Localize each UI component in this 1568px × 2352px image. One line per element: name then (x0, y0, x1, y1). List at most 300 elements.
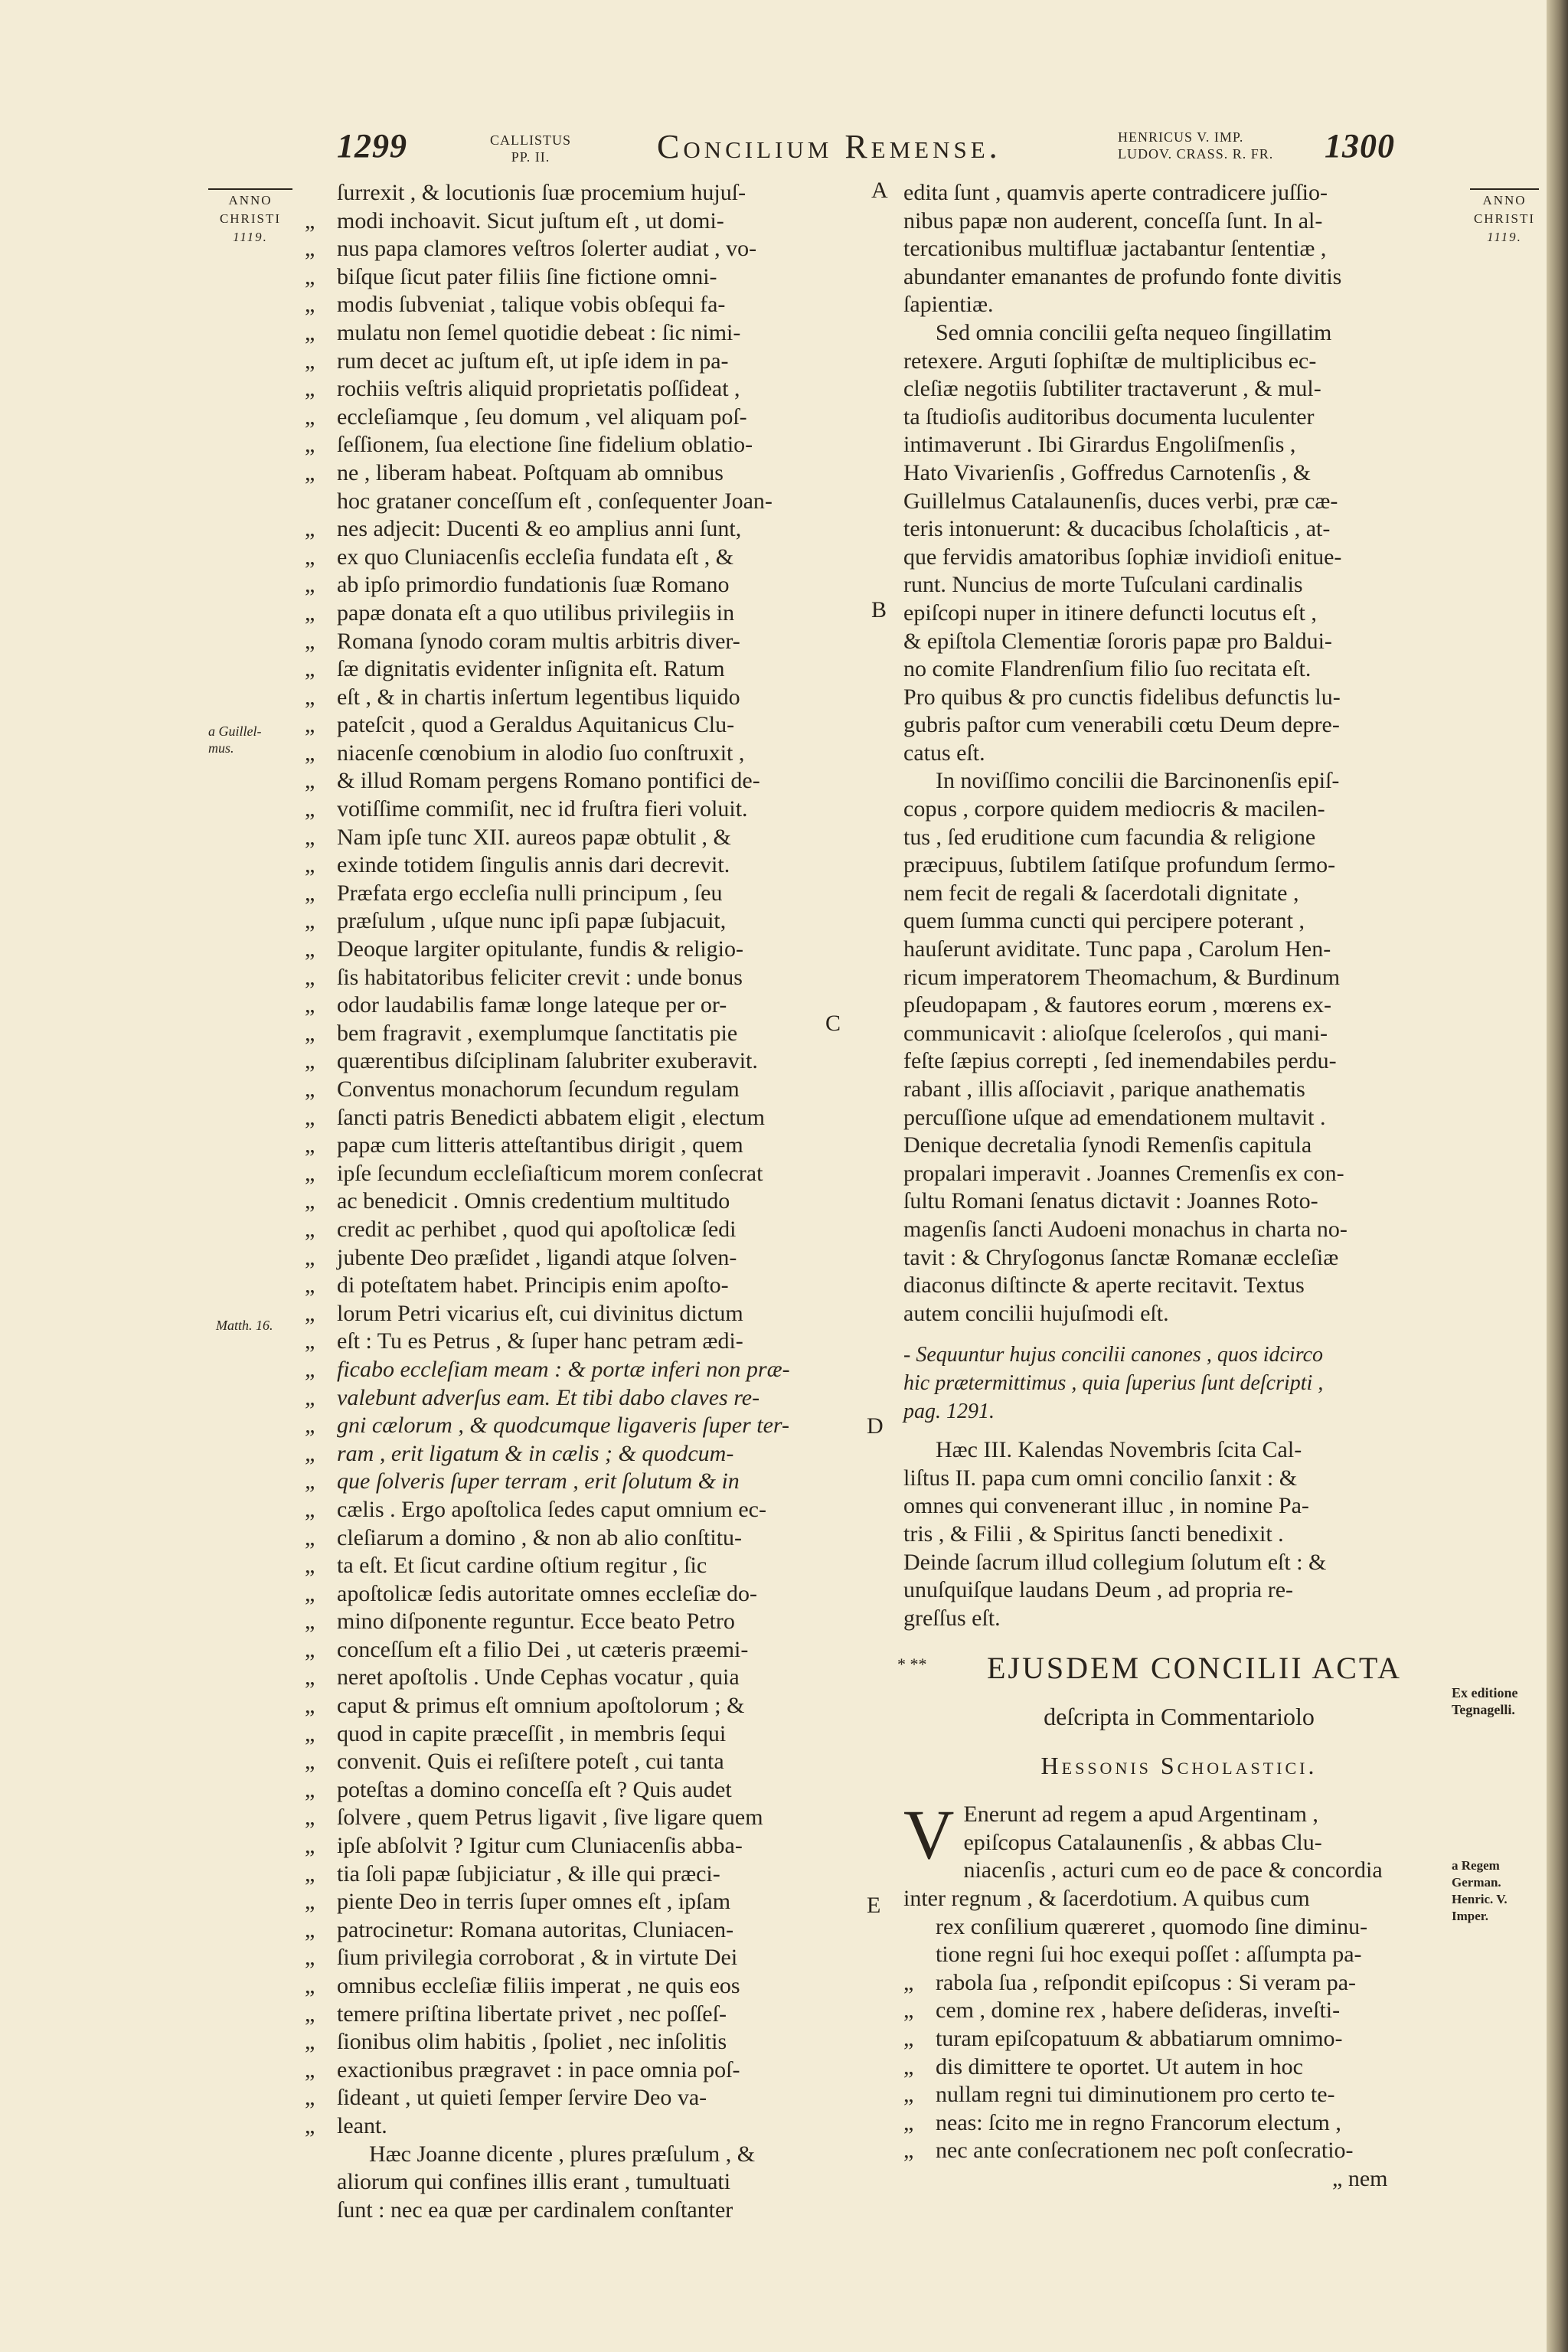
quote-mark: „ (305, 1524, 315, 1550)
line-text: ipſe abſolvit ? Igitur cum Cluniacenſis abba- (337, 1833, 743, 1859)
line-text: lorum Petri vicarius eſt, cui divinitus dictum (337, 1300, 743, 1326)
line-text: leant. (337, 2112, 387, 2138)
quote-mark: „ (305, 992, 315, 1018)
line-text: tia ſoli papæ ſubjiciatur , & ille qui præci- (337, 1860, 720, 1886)
quote-mark: „ (305, 1720, 315, 1746)
line-text: pſeudopapam , & fautores eorum , mœrens ex- (903, 992, 1331, 1018)
quote-mark: „ (305, 1973, 315, 1998)
text-line (903, 1801, 1455, 1829)
line-text: unuſquiſque laudans Deum , ad propria re- (903, 1577, 1294, 1603)
text-line (903, 599, 1455, 628)
text-line (305, 459, 856, 488)
text-line (903, 628, 1455, 656)
line-text: nibus papæ non auderent, conceſſa ſunt. In al- (903, 207, 1323, 234)
line-text: præcipuus, ſubtilem ſatiſque profundum ſermo- (903, 852, 1336, 878)
section-subtitle: deſcripta in Commentariolo (1044, 1703, 1315, 1731)
text-line (305, 571, 856, 599)
text-line (903, 964, 1455, 992)
text-line (305, 1272, 856, 1300)
text-line (903, 2053, 1455, 2082)
line-text: tus , ſed eruditione cum facundia & religione (903, 824, 1316, 850)
anno-label: ANNO (228, 193, 273, 207)
quote-mark: „ (305, 459, 315, 485)
text-line (305, 655, 856, 684)
margin-note-edition (1452, 1684, 1518, 1718)
text-line (903, 1370, 1455, 1398)
line-text: cleſiarum a domino , & non ab alio conſtitu- (337, 1524, 743, 1550)
section-title: EJUSDEM CONCILII ACTA (986, 1651, 1403, 1686)
text-line (903, 179, 1455, 207)
text-line (305, 1972, 856, 2001)
line-text: Deinde ſacrum illud collegium ſolutum eſt : & (903, 1549, 1327, 1575)
line-text: Sed omnia concilii geſta nequeo ſingillatim (936, 319, 1332, 345)
line-text: pateſcit , quod a Geraldus Aquitanicus Clu- (337, 712, 735, 738)
quote-mark: „ (305, 599, 315, 626)
section-letter-d: D (867, 1413, 884, 1439)
text-line (305, 544, 856, 572)
line-text: ſurrexit , & locutionis ſuæ procemium hujuſ- (337, 180, 746, 205)
line-text: niacenſis , acturi cum eo de pace & concordia (963, 1857, 1383, 1883)
line-text: caput & primus eſt omnium apoſtolorum ; & (337, 1693, 745, 1719)
text-line (903, 1020, 1455, 1048)
line-text: epiſcopi nuper in itinere defuncti locutus eſt , (903, 599, 1317, 626)
line-text: ſultu Romani ſenatus dictavit : Joannes Roto- (903, 1188, 1318, 1214)
line-text: no comite Flandrenſium filio ſuo recitata eſt. (903, 656, 1312, 682)
text-line (305, 880, 856, 908)
quote-mark: „ (305, 572, 315, 598)
christi-label: CHRISTI (1473, 211, 1536, 226)
section-heading (897, 1649, 1455, 1687)
text-line (903, 1216, 1455, 1244)
text-line (903, 851, 1455, 880)
quote-mark: „ (305, 964, 315, 990)
text-line (903, 1104, 1455, 1132)
line-text: conceſſum eſt a filio Dei , ut cæteris præemi- (337, 1636, 749, 1662)
quote-mark: „ (305, 1160, 315, 1186)
line-text: Hæc Joanne dicente , plures præſulum , & (369, 2141, 756, 2167)
text-line (903, 263, 1455, 292)
line-text: hoc grataner conceſſum eſt , conſequenter Joan- (337, 488, 773, 514)
text-line (903, 488, 1455, 516)
quote-mark: „ (903, 2138, 914, 2164)
quote-mark: „ (305, 2085, 315, 2111)
text-line (305, 1328, 856, 1356)
text-line (903, 1997, 1455, 2025)
line-text: Conventus monachorum ſecundum regulam (337, 1076, 740, 1102)
text-line (903, 207, 1455, 236)
line-text: & epiſtola Clementiæ ſororis papæ pro Baldui- (903, 628, 1332, 654)
line-text: & illud Romam pergens Romano pontifici de- (337, 768, 760, 794)
line-text: ricum imperatorem Theomachum, & Burdinum (903, 964, 1341, 990)
quote-mark: „ (305, 348, 315, 374)
header-pope-label (490, 132, 571, 165)
page-number-right: 1300 (1325, 127, 1395, 165)
text-line (903, 1160, 1455, 1188)
line-text: rochiis veſtris aliquid proprietatis poſſideat , (337, 376, 740, 402)
header-emperor: HENRICUS V. IMP. (1118, 129, 1244, 145)
line-text: ram , erit ligatum & in cælis ; & quodcum- (337, 1440, 734, 1466)
line-text: papæ donata eſt a quo utilibus privilegiis in (337, 599, 735, 626)
catchword: „ nem (1332, 2166, 1388, 2191)
quote-mark: „ (305, 824, 315, 850)
quote-mark: „ (305, 1020, 315, 1046)
text-line (903, 291, 1455, 319)
line-text: ſapientiæ. (903, 292, 994, 318)
quote-mark: „ (903, 2109, 914, 2135)
text-line (903, 2137, 1455, 2165)
quote-mark: „ (305, 207, 315, 234)
line-text: quod in capite præceſſit , in membris ſequi (337, 1720, 727, 1746)
line-text: propalari imperavit . Joannes Cremenſis ex con- (903, 1160, 1344, 1186)
text-line (305, 1020, 856, 1048)
margin-year-right (1462, 188, 1547, 247)
quote-mark: „ (305, 1945, 315, 1971)
text-line (305, 207, 856, 236)
quote-mark: „ (305, 1889, 315, 1915)
quote-mark: „ (305, 432, 315, 458)
text-line (903, 711, 1455, 740)
quote-mark: „ (305, 1805, 315, 1831)
line-text: greſſus eſt. (903, 1605, 1001, 1631)
margin-note-line: Henric. V. (1452, 1892, 1508, 1906)
line-text: odor laudabilis famæ longe lateque per or- (337, 992, 727, 1018)
line-text: rabant , illis aſſociavit , parique anathematis (903, 1076, 1305, 1102)
text-line (305, 711, 856, 740)
header-king: LUDOV. CRASS. R. FR. (1118, 146, 1274, 162)
text-line (305, 1580, 856, 1609)
text-line (903, 1549, 1455, 1577)
line-text: nem fecit de regali & ſacerdotali dignitate , (903, 880, 1299, 906)
line-text: temere priſtina libertate privet , nec poſſeſ- (337, 2001, 727, 2027)
quote-mark: „ (305, 740, 315, 766)
line-text: Denique decretalia ſynodi Remenſis capitula (903, 1132, 1312, 1158)
line-text: ſancti patris Benedicti abbatem eligit , electum (337, 1104, 765, 1130)
line-text: percuſſione uſque ad emendationem multavit . (903, 1104, 1326, 1130)
text-line (305, 1132, 856, 1160)
line-text: quærentibus diſciplinam ſalubriter exuberavit. (337, 1048, 758, 1074)
text-line (903, 1969, 1455, 1998)
line-text: autem concilii hujuſmodi eſt. (903, 1300, 1169, 1326)
text-line (305, 1524, 856, 1553)
quote-mark: „ (305, 516, 315, 542)
line-text: jubente Deo præſidet , ligandi atque ſolven- (337, 1244, 737, 1270)
text-line (305, 1720, 856, 1749)
line-text: eſt : Tu es Petrus , & ſuper hanc petram ædi- (337, 1328, 743, 1354)
text-line (305, 2168, 856, 2197)
text-line (305, 2112, 856, 2141)
quote-mark: „ (903, 2026, 914, 2052)
line-text: tris , & Filii , & Spiritus ſancti benedixit . (903, 1521, 1284, 1547)
paragraph-venerunt-opening (903, 1795, 1455, 1913)
christi-label: CHRISTI (219, 211, 282, 226)
line-text: ex quo Cluniacenſis eccleſia fundata eſt , & (337, 544, 734, 570)
text-line (903, 1076, 1455, 1104)
line-text: catus eſt. (903, 740, 985, 766)
header-pope-title: PP. II. (511, 149, 550, 165)
text-line (903, 1576, 1455, 1605)
quote-mark: „ (305, 2112, 315, 2138)
line-text: rex conſilium quæreret , quomodo ſine diminu- (936, 1913, 1368, 1939)
line-text: pag. 1291. (903, 1399, 995, 1423)
text-line (305, 1776, 856, 1805)
text-line (305, 2001, 856, 2029)
line-text: intimaverunt . Ibi Girardus Engoliſmenſis , (903, 432, 1296, 458)
margin-note-guillelmus (208, 723, 262, 756)
quote-mark: „ (903, 2053, 914, 2079)
text-line (305, 375, 856, 403)
line-text: eſt , & in chartis inſertum legentibus liquido (337, 684, 740, 710)
text-line (903, 544, 1455, 572)
text-line (903, 1521, 1455, 1549)
line-text: cælis . Ergo apoſtolica ſedes caput omnium ec- (337, 1496, 766, 1522)
quote-mark: „ (305, 2029, 315, 2055)
quote-mark: „ (305, 1244, 315, 1270)
line-text: communicavit : alioſque ſceleroſos , qui mani- (903, 1020, 1328, 1046)
text-line (903, 1913, 1455, 1942)
text-line (305, 2056, 856, 2085)
quote-mark: „ (305, 1468, 318, 1494)
text-line (305, 1552, 856, 1580)
text-line (903, 655, 1455, 684)
text-line (903, 991, 1455, 1020)
margin-note-line: mus. (208, 740, 234, 756)
quote-mark: „ (305, 880, 315, 906)
line-text: modis ſubveniat , talique vobis obſequi fa- (337, 292, 726, 318)
line-text: cleſiæ negotiis ſubtiliter tractaverunt , & mul- (903, 376, 1321, 402)
quote-mark: „ (305, 712, 315, 738)
text-line (305, 235, 856, 263)
line-text: rabola ſua , reſpondit epiſcopus : Si veram pa- (936, 1969, 1357, 1995)
text-line (305, 851, 856, 880)
line-text: turam epiſcopatuum & abbatiarum omnimo- (936, 2026, 1343, 2052)
text-line (305, 1076, 856, 1104)
text-line (305, 1440, 856, 1468)
line-text: runt. Nuncius de morte Tuſculani cardinalis (903, 572, 1303, 598)
margin-note-line: Ex editione (1452, 1685, 1518, 1700)
quote-mark: „ (305, 403, 315, 430)
line-text: edita ſunt , quamvis aperte contradicere juſſio- (903, 180, 1328, 205)
text-line (305, 291, 856, 319)
quote-mark: „ (305, 852, 315, 878)
line-text: ſionibus olim habitis , ſpoliet , nec inſolitis (337, 2029, 727, 2055)
quote-mark: „ (305, 292, 315, 318)
text-line (903, 1300, 1455, 1328)
text-line (903, 459, 1455, 488)
header-pope-name: CALLISTUS (490, 132, 572, 148)
quote-mark: „ (305, 2001, 315, 2027)
line-text: nus papa clamores veſtros ſolerter audiat , vo- (337, 236, 757, 262)
quote-mark: „ (305, 1580, 315, 1606)
text-line (305, 1187, 856, 1216)
text-line (305, 740, 856, 768)
text-line (305, 1160, 856, 1188)
line-text: Præfata ergo eccleſia nulli principum , ſeu (337, 880, 723, 906)
text-line (305, 1216, 856, 1244)
text-line (305, 684, 856, 712)
text-line (903, 375, 1455, 403)
line-text: votiſſime commiſit, nec id fruſtra fieri voluit. (337, 796, 748, 822)
text-line (305, 907, 856, 936)
text-line (903, 348, 1455, 376)
paragraph-edita (903, 179, 1455, 319)
text-line (305, 2028, 856, 2056)
line-text: Hato Vivarienſis , Goffredus Carnotenſis , & (903, 459, 1312, 485)
line-text: neret apoſtolis . Unde Cephas vocatur , quia (337, 1664, 740, 1690)
margin-note-matthew: Matth. 16. (216, 1318, 273, 1333)
text-line (903, 2081, 1455, 2109)
quote-mark: „ (305, 908, 315, 934)
line-text: gni cælorum , & quodcumque ligaveris ſuper ter- (337, 1413, 789, 1439)
quote-mark: „ (305, 684, 315, 710)
line-text: ſeſſionem, ſua electione ſine fidelium oblatio- (337, 432, 753, 458)
margin-year-left (201, 188, 300, 247)
line-text: tione regni ſui hoc exequi poſſet : aſſumpta pa- (936, 1942, 1362, 1968)
paragraph-venerunt (903, 1795, 1455, 2193)
margin-rule (208, 188, 292, 190)
text-line (305, 263, 856, 292)
quote-mark: „ (305, 1300, 315, 1326)
text-line (305, 599, 856, 628)
text-line (305, 515, 856, 544)
quote-mark: „ (305, 1776, 315, 1802)
quote-mark: „ (305, 1496, 315, 1522)
quote-mark: „ (305, 1216, 315, 1242)
line-text: ipſe ſecundum eccleſiaſticum morem conſecrat (337, 1160, 763, 1186)
line-text: Nam ipſe tunc XII. aureos papæ obtulit , & (337, 824, 731, 850)
line-text: Deoque largiter opitulante, fundis & religio- (337, 936, 743, 962)
quote-mark: „ (305, 1076, 315, 1102)
line-text: que fervidis amatoribus ſophiæ invidioſi enitue- (903, 544, 1342, 570)
text-line (305, 431, 856, 459)
quote-mark: „ (305, 2056, 315, 2082)
text-line (903, 571, 1455, 599)
text-line (903, 1465, 1455, 1493)
anno-label: ANNO (1482, 193, 1527, 207)
line-text: præſulum , uſque nunc ipſi papæ ſubjacuit, (337, 908, 727, 934)
line-text: ſæ dignitatis evidenter inſignita eſt. Ratum (337, 656, 725, 682)
paragraph-sed-omnia (903, 319, 1455, 768)
quote-mark: „ (305, 1693, 315, 1719)
text-line (903, 2025, 1455, 2053)
line-text: exinde totidem ſingulis annis dari decrevit. (337, 852, 730, 878)
line-text: cem , domine rex , habere deſideras, inveſti- (936, 1998, 1341, 2024)
section-letter-c: C (825, 1011, 841, 1036)
margin-rule (1470, 188, 1539, 190)
quote-mark: „ (903, 2082, 914, 2108)
quote-mark: „ (305, 376, 315, 402)
line-text: Guillelmus Catalaunenſis, duces verbi, præ cæ- (903, 488, 1338, 514)
text-line (903, 515, 1455, 544)
text-line (305, 1412, 856, 1440)
text-line (305, 628, 856, 656)
drop-cap: V (903, 1795, 955, 1874)
right-text-column (897, 179, 1455, 2194)
quote-mark: „ (305, 1104, 315, 1130)
line-text: Enerunt ad regem a apud Argentinam , (963, 1802, 1318, 1828)
line-text: feſte ſæpius correpti , ſed inemendabiles perdu- (903, 1048, 1337, 1074)
quote-mark: „ (305, 1440, 318, 1466)
section-letter-b: B (871, 597, 887, 622)
quote-mark: „ (305, 1636, 315, 1662)
text-line (305, 1244, 856, 1272)
text-line (903, 1244, 1455, 1272)
text-line (305, 1636, 856, 1664)
text-line (305, 1916, 856, 1945)
line-text: ſunt : nec ea quæ per cardinalem conſtanter (337, 2197, 733, 2223)
line-text: - Sequuntur hujus concilii canones , quos idcirco (903, 1343, 1323, 1367)
line-text: ab ipſo primordio fundationis ſuæ Romano (337, 572, 730, 598)
text-line (305, 1104, 856, 1132)
line-text: hic prætermittimus , quia ſuperius ſunt deſcripti , (903, 1370, 1324, 1395)
line-text: ne , liberam habeat. Poſtquam ab omnibus (337, 459, 724, 485)
line-text: aliorum qui confines illis erant , tumultuati (337, 2169, 731, 2195)
text-line (305, 991, 856, 1020)
section-letter-a: A (871, 178, 888, 203)
margin-note-line: German. (1452, 1875, 1501, 1890)
quote-mark: „ (305, 1188, 315, 1214)
line-text: ſideant , ut quieti ſemper ſervire Deo va- (337, 2085, 707, 2111)
text-line (903, 319, 1455, 348)
line-text: Hæc III. Kalendas Novembris ſcita Cal- (936, 1437, 1302, 1463)
text-line (305, 1468, 856, 1496)
text-line (903, 1885, 1455, 1913)
line-text: que ſolveris ſuper terram , erit ſolutum & in (337, 1468, 740, 1494)
line-text: rum decet ac juſtum eſt, ut ipſe idem in pa- (337, 348, 729, 374)
quote-mark: „ (305, 1413, 318, 1439)
text-line (903, 824, 1455, 852)
line-text: hauſerunt aviditate. Tunc papa , Carolum Hen- (903, 936, 1331, 962)
text-line (305, 1384, 856, 1413)
quote-mark: „ (305, 1384, 318, 1410)
left-text-column (305, 179, 856, 2224)
text-line (305, 1496, 856, 1524)
text-line (903, 880, 1455, 908)
text-line (305, 2084, 856, 2112)
quote-mark: „ (305, 1860, 315, 1886)
line-text: tavit : & Chryſogonus ſanctæ Romanæ eccleſiæ (903, 1244, 1339, 1270)
quote-mark: „ (305, 1272, 315, 1298)
quote-mark: „ (305, 319, 315, 345)
text-line (903, 1398, 1455, 1426)
text-line (903, 235, 1455, 263)
line-text: ſis habitatoribus feliciter crevit : unde bonus (337, 964, 743, 990)
text-line (305, 1356, 856, 1384)
running-title: Concilium Remense. (657, 128, 1001, 165)
line-text: eccleſiamque , ſeu domum , vel aliquam poſ- (337, 403, 747, 430)
line-text: nes adjecit: Ducenti & eo amplius anni ſunt, (337, 516, 742, 542)
line-text: retexere. Arguti ſophiſtæ de multiplicibus ec- (903, 348, 1317, 374)
margin-note-line: Imper. (1452, 1909, 1489, 1923)
text-line (903, 795, 1455, 824)
line-text: ta ſtudioſis auditoribus documenta luculenter (903, 403, 1315, 430)
text-line (305, 1748, 856, 1776)
quote-mark: „ (903, 1998, 914, 2024)
margin-note-line: a Guillel- (208, 724, 262, 739)
line-text: quem ſumma cuncti qui percipere poterant , (903, 908, 1305, 934)
line-text: mino diſponente reguntur. Ecce beato Petro (337, 1609, 735, 1635)
text-line (903, 2109, 1455, 2138)
margin-note-line: Tegnagelli. (1452, 1702, 1515, 1717)
line-text: biſque ſicut pater filiis ſine fictione omni- (337, 263, 717, 289)
quote-mark: „ (305, 768, 315, 794)
line-text: nullam regni tui diminutionem pro certo te- (936, 2082, 1335, 2108)
line-text: exactionibus prægravet : in pace omnia poſ- (337, 2056, 740, 2082)
line-text: mulatu non ſemel quotidie debeat : ſic nimi- (337, 319, 741, 345)
quote-mark: „ (305, 1048, 315, 1074)
line-text: gubris paſtor cum venerabili cœtu Deum depre- (903, 712, 1340, 738)
text-line (305, 2141, 856, 2169)
quote-mark: „ (305, 1916, 315, 1942)
